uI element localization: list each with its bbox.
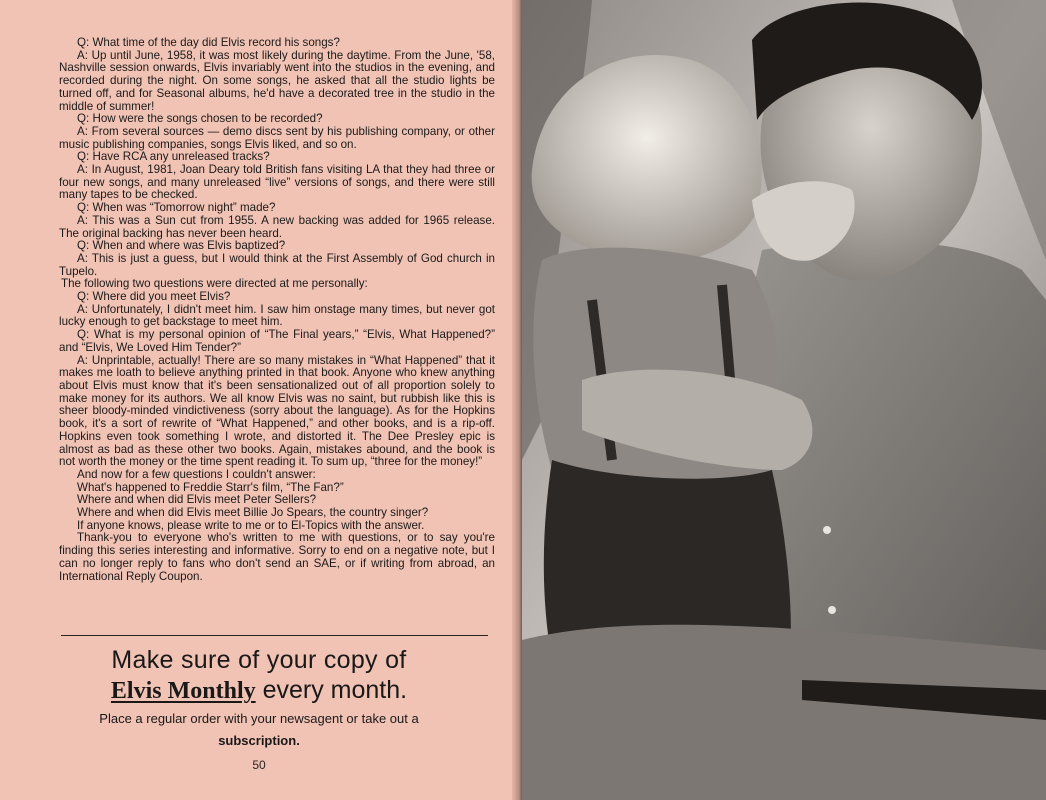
paragraph: A: This was a Sun cut from 1955. A new backing was added for 1965 release. The original backing has never been heard. — [59, 213, 495, 240]
paragraph: A: In August, 1981, Joan Deary told British fans visiting LA that they had three or four new songs, and many unreleased “live” versions of songs, and there were still many tapes to be checked. — [59, 163, 495, 202]
paragraph: A: From several sources — demo discs sent by his publishing company, or other music publishing companies, songs Elvis liked, and so on. — [59, 124, 495, 151]
paragraph: A: Unprintable, actually! There are so many mistakes in “What Happened” that it makes me loath to believe anything printed in that book. Anyone who knew anything about Elvis must know that it's been sensationalized out of all proportion solely to make money for its authors. We all know Elvis was no saint, but rubbish like this is sheer bloody-minded vindictiveness (sorry about the language). As for the Hopkins book, it's a sort of rewrite of “What Happened,” and other books, and is a rip-off. Hopkins even took something I wrote, and distorted it. The Dee Presley epic is almost as bad as these other two books. Again, mistakes abound, and the book is not worth the money or the time spent reading it. To sum up, “three for the money!” — [59, 353, 495, 469]
paragraph: Where and when did Elvis meet Billie Jo Spears, the country singer? — [77, 506, 429, 520]
paragraph: Q: What time of the day did Elvis record his songs? — [77, 36, 340, 49]
ad-body: Place a regular order with your newsagent or take out a — [99, 711, 419, 726]
paragraph: Where and when did Elvis meet Peter Sellers? — [77, 493, 317, 507]
paragraph: And now for a few questions I couldn't answer: — [77, 467, 316, 481]
divider-rule — [61, 635, 488, 636]
paragraph: Q: Where did you meet Elvis? — [77, 290, 231, 304]
right-page-photo — [522, 0, 1046, 800]
paragraph: Q: Have RCA any unreleased tracks? — [77, 150, 270, 164]
page-number: 50 — [252, 758, 266, 772]
brand-name: Elvis Monthly — [110, 678, 256, 704]
ad-headline-rest: every month. — [255, 676, 408, 704]
paragraph: Q: What is my personal opinion of “The Final years,” “Elvis, What Happened?” and “Elvis, We Loved Him Tender?” — [59, 328, 495, 354]
black-and-white-photo — [522, 0, 1046, 800]
paragraph: Q: When and where was Elvis baptized? — [77, 239, 286, 253]
ad-body-end: subscription. — [218, 733, 300, 748]
paragraph: A: Up until June, 1958, it was most likely during the daytime. From the June, '58, Nashville session onwards, Elvis invariably went into the studios in the evening, and recorded during the night. On some songs, he asked that all the studio lights be turned off, and for Seasonal albums, he'd have a decorated tree in the studio in the middle of summer! — [59, 48, 495, 113]
paragraph: A: This is just a guess, but I would think at the First Assembly of God church in Tupelo. — [59, 251, 495, 278]
left-page — [0, 0, 518, 800]
paragraph: The following two questions were directed at me personally: — [61, 277, 368, 291]
paragraph: If anyone knows, please write to me or to El-Topics with the answer. — [77, 518, 425, 532]
paragraph: Q: When was “Tomorrow night” made? — [77, 201, 276, 215]
paragraph: A: Unfortunately, I didn't meet him. I saw him onstage many times, but never got lucky enough to get backstage to meet him. — [59, 302, 495, 329]
paragraph: What's happened to Freddie Starr's film, “The Fan?” — [77, 480, 344, 494]
paragraph: Q: How were the songs chosen to be recorded? — [77, 112, 323, 126]
ad-headline-brand — [0, 676, 518, 705]
ad-headline: Make sure of your copy of — [111, 646, 407, 674]
paragraph: Thank-you to everyone who's written to me with questions, or to say you're finding this series interesting and informative. Sorry to end on a negative note, but I can no longer reply to fans who don't send an SAE, or if writing from abroad, an International Reply Coupon. — [59, 531, 495, 583]
article-text — [59, 37, 495, 583]
